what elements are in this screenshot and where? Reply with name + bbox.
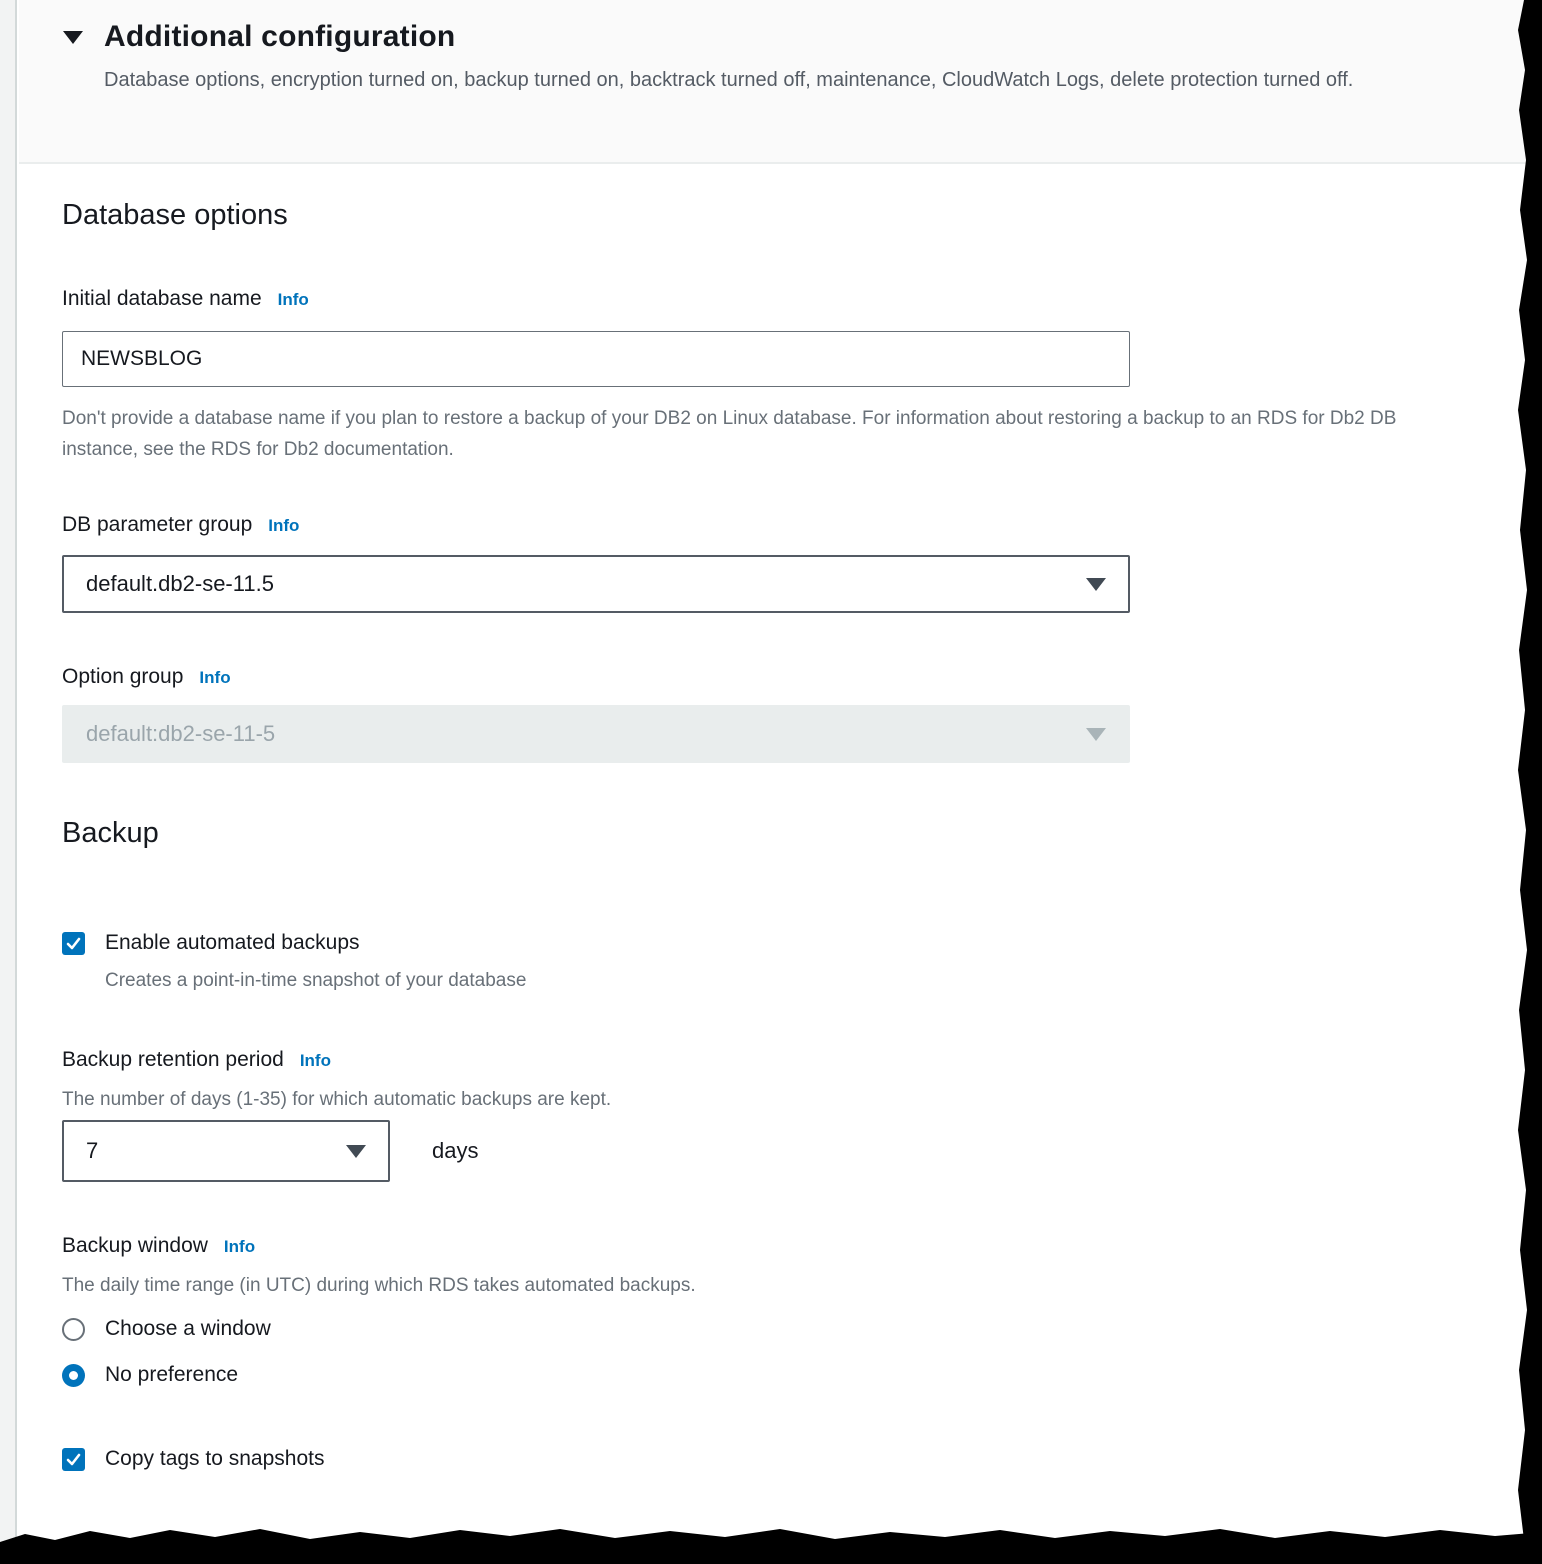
option-group-value: default:db2-se-11-5: [86, 721, 276, 746]
backup-window-label: Backup window: [62, 1234, 208, 1257]
backup-retention-value: 7: [86, 1138, 99, 1163]
backup-retention-select[interactable]: [62, 1120, 390, 1182]
initial-db-name-help: Don't provide a database name if you plan to restore a backup of your DB2 on Linux database. For information about restoring a backup to an RDS for Db2 DB instance, see the RDS for Db2 documentation.: [62, 408, 1397, 460]
no-preference-label[interactable]: No preference: [105, 1363, 239, 1386]
option-group-info-link[interactable]: Info: [199, 668, 231, 687]
option-group-select: [62, 705, 1130, 763]
db-parameter-group-label: DB parameter group: [62, 513, 253, 536]
collapse-triangle-icon[interactable]: [63, 31, 83, 44]
backup-window-info-link[interactable]: Info: [223, 1237, 256, 1256]
no-preference-radio[interactable]: [62, 1364, 85, 1387]
additional-configuration-header[interactable]: [19, 0, 1542, 164]
left-gutter: [0, 0, 17, 1564]
initial-db-name-input[interactable]: [62, 331, 1130, 387]
checkmark-icon: [65, 935, 82, 952]
db-parameter-group-value: default.db2-se-11.5: [86, 571, 274, 596]
enable-automated-backups-checkbox[interactable]: [62, 932, 85, 955]
backup-retention-help: The number of days (1-35) for which automatic backups are kept.: [62, 1089, 612, 1110]
torn-edge-bottom: [0, 1524, 1542, 1564]
backup-heading: Backup: [62, 817, 159, 849]
chevron-down-icon: [1086, 578, 1106, 591]
chevron-down-icon: [346, 1145, 366, 1158]
initial-db-name-info-link[interactable]: Info: [277, 290, 309, 309]
additional-configuration-panel: [19, 0, 1542, 1471]
backup-window-help: The daily time range (in UTC) during which RDS takes automated backups.: [62, 1275, 696, 1296]
section-description: Database options, encryption turned on, backup turned on, backtrack turned off, maintenance, CloudWatch Logs, delete protection turned off.: [104, 69, 1354, 91]
days-unit-label: days: [432, 1138, 479, 1163]
initial-db-name-label: Initial database name: [62, 287, 262, 310]
database-options-heading: Database options: [62, 199, 288, 231]
backup-retention-label: Backup retention period: [62, 1048, 284, 1071]
enable-automated-backups-help: Creates a point-in-time snapshot of your database: [105, 970, 527, 991]
section-content: [19, 197, 1542, 1471]
section-title: Additional configuration: [104, 20, 456, 53]
backup-retention-info-link[interactable]: Info: [299, 1051, 331, 1070]
checkmark-icon: [65, 1451, 82, 1468]
chevron-down-icon: [1086, 728, 1106, 741]
choose-a-window-label[interactable]: Choose a window: [105, 1317, 271, 1340]
copy-tags-to-snapshots-checkbox[interactable]: [62, 1448, 85, 1471]
choose-a-window-radio[interactable]: [62, 1318, 85, 1341]
copy-tags-to-snapshots-label[interactable]: Copy tags to snapshots: [105, 1447, 325, 1470]
db-parameter-group-select[interactable]: [62, 555, 1130, 613]
db-parameter-group-info-link[interactable]: Info: [268, 516, 300, 535]
option-group-label: Option group: [62, 665, 184, 688]
enable-automated-backups-label[interactable]: Enable automated backups: [105, 931, 360, 954]
